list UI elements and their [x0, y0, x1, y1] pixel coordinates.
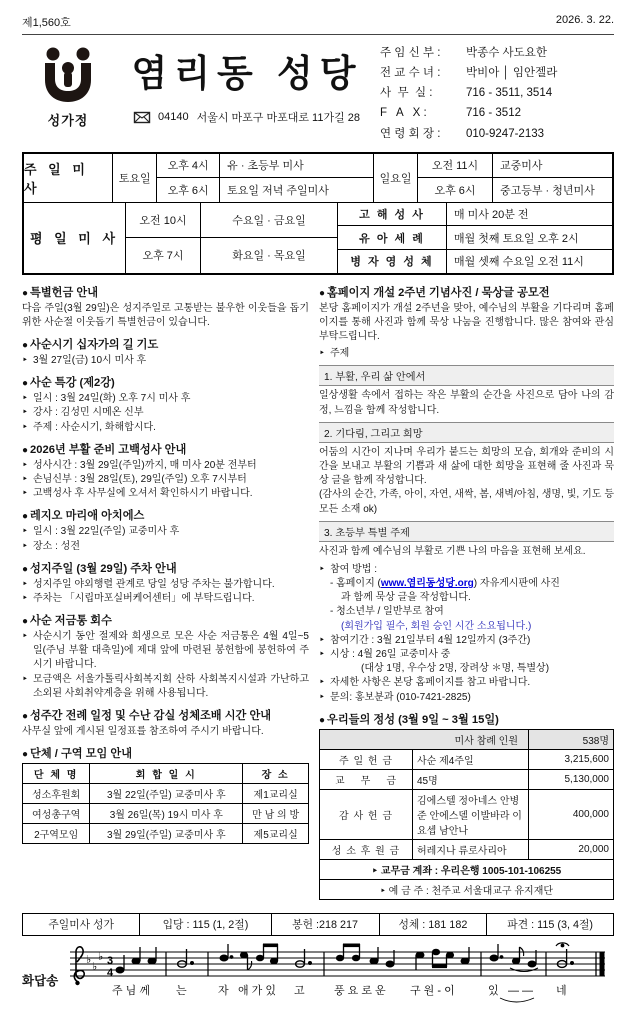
contact-value: 716 - 3511, 3514 [466, 87, 553, 100]
sunday-times [418, 154, 612, 202]
sacrament-label: 고 해 성 사 [338, 203, 447, 226]
bullet-item: ‣ 성지주일 야외행렬 관계로 당일 성당 주차는 불가합니다. [22, 578, 309, 592]
offertory-hymn: 봉헌 :218 217 [272, 914, 380, 935]
section-body: 본당 홈페이지가 개설 2주년을 맞아, 예수님의 부활을 기다리며 홈페이지를 통해 사진과 함께 묵상 나눔을 진행합니다. 많은 참여와 관심 부탁드립니다. [319, 302, 614, 342]
homepage-link[interactable]: www.염리동성당.org [380, 578, 474, 590]
mass-time: 오전 10시 [126, 203, 201, 238]
bullet-item: ‣ 3월 27일(금) 10시 미사 후 [22, 354, 309, 368]
contact-value: 박비아 │ 임안젤라 [466, 67, 558, 80]
top-header [22, 14, 614, 35]
account-info: ‣ 교무금 계좌 : 우리은행 1005-101-106255 [320, 859, 614, 879]
cell: 제1교리실 [243, 784, 309, 804]
address-line [114, 109, 380, 125]
offering-label: 감 사 헌 금 [320, 789, 413, 839]
lyric: — — [508, 984, 534, 997]
music-staff [68, 942, 608, 1018]
section-title: ● 성지주일 (3월 29일) 주차 안내 [22, 560, 309, 576]
sacrament-desc: 매 미사 20분 전 [454, 208, 529, 221]
time-sig-top: 3 [107, 954, 114, 967]
masthead-center [114, 41, 380, 125]
theme-3-bar: 3. 초등부 특별 주제 [319, 521, 614, 542]
bullet-item: ‣ 일시 : 3월 24일(화) 오후 7시 미사 후 [22, 392, 309, 406]
communion-hymn: 성체 : 181 182 [380, 914, 488, 935]
contact-label: 연 령 회 장 : [380, 127, 441, 140]
contact-value: 박종수 사도요한 [466, 47, 547, 59]
offering-desc: 사순 제4주일 [413, 749, 529, 769]
sacrament-label: 병 자 영 성 체 [338, 250, 447, 273]
lyric: 는 [176, 984, 187, 997]
bullet-item: ‣ 자세한 사항은 본당 홈페이지를 참고 바랍니다. [319, 676, 614, 690]
section-title: ● 홈페이지 개설 2주년 기념사진 / 묵상글 공모전 [319, 284, 614, 300]
table-footer-row [320, 879, 614, 899]
weekday-times [126, 203, 338, 273]
offering-amount: 3,215,600 [529, 749, 614, 769]
mass-desc: 유 · 초등부 미사 [227, 160, 304, 173]
lyric: 주 님 께 [112, 984, 150, 997]
table-header-row [23, 764, 309, 784]
bullet-item: ‣ 강사 : 김성민 시메온 신부 [22, 406, 309, 420]
offering-label: 성 소 후 원 금 [320, 839, 413, 859]
offering-amount: 20,000 [529, 839, 614, 859]
section-way-of-cross [22, 336, 309, 368]
section-title: ● 사순 저금통 회수 [22, 612, 309, 628]
theme-1-bar: 1. 부활, 우리 삶 안에서 [319, 365, 614, 386]
entrance-hymn: 입당 : 115 (1, 2절) [140, 914, 271, 935]
holy-family-icon [37, 47, 99, 103]
lyric: 자 [218, 984, 229, 997]
method-line-3: (회원가입 필수, 회원 승인 시간 소요됩니다.) [341, 620, 532, 632]
method-text: - 홈페이지 ( [330, 578, 381, 590]
method-text: ) 자유게시판에 사진 [473, 578, 560, 590]
cell: 3월 29일(주일) 교중미사 후 [90, 824, 243, 844]
award-detail: (대상 1명, 우수상 2명, 장려상 ＊명, 특별상) [361, 663, 550, 675]
section-title: ● 우리들의 정성 (3월 9일 ~ 3월 15일) [319, 711, 614, 727]
offering-amount: 5,130,000 [529, 769, 614, 789]
cell: 3월 22일(주일) 교중미사 후 [90, 784, 243, 804]
offering-label: 주 일 헌 금 [320, 749, 413, 769]
col-header: 회 합 일 시 [90, 764, 243, 784]
offering-label: 교 무 금 [320, 769, 413, 789]
mass-time: 오후 6시 [418, 178, 493, 202]
theme-2-note: (감사의 순간, 가족, 아이, 자연, 새싹, 봄, 새벽/아침, 생명, 빛, 기도 등 모든 소재 ok) [319, 489, 614, 515]
flat-sign: ♭ [92, 960, 98, 973]
sunday-label: 일요일 [374, 154, 418, 202]
section-title: ● 성주간 전례 일정 및 수난 감실 성체조배 시간 안내 [22, 707, 309, 723]
mass-time: 오후 7시 [126, 238, 201, 273]
masthead [22, 41, 614, 144]
attendance-label: 미사 참례 인원 [320, 729, 529, 749]
section-title: ● 사순시기 십자가의 길 기도 [22, 336, 309, 352]
offering-table [319, 729, 614, 900]
table-row [320, 789, 614, 839]
section-legio [22, 507, 309, 553]
contact-value: 010-9247-2133 [466, 127, 545, 140]
cell: 여성총구역 [23, 804, 90, 824]
left-column [22, 284, 309, 906]
mass-time: 오후 4시 [157, 154, 220, 178]
offering-amount: 400,000 [529, 789, 614, 839]
bullet-item: ‣ 주제 [319, 347, 614, 361]
bullet-item: ‣ 장소 : 성전 [22, 540, 309, 554]
section-special-collection [22, 284, 309, 330]
weekday-mass-label: 평 일 미 사 [24, 203, 126, 273]
cell: 3월 26일(목) 19시 미사 후 [90, 804, 243, 824]
mass-desc: 토요일 저녁 주일미사 [227, 184, 329, 197]
section-parking [22, 560, 309, 606]
cell: 2구역모임 [23, 824, 90, 844]
mass-time: 오후 6시 [157, 178, 220, 202]
lyric: 구 원 - 이 [410, 984, 455, 997]
method-line-1b: 과 함께 묵상 글을 작성합니다. [341, 592, 471, 604]
table-row [320, 769, 614, 789]
sacrament-times [338, 203, 612, 273]
contact-label: 전 교 수 녀 : [380, 67, 441, 80]
section-body: 사무실 앞에 게시된 일정표를 참조하여 주시기 바랍니다. [22, 726, 264, 737]
attendance-value: 538명 [529, 729, 614, 749]
section-title: ● 단체 / 구역 모임 안내 [22, 745, 309, 761]
section-group-meetings [22, 745, 309, 844]
table-row [23, 784, 309, 804]
contact-row [380, 43, 614, 63]
lyric: 있 [488, 984, 499, 997]
section-title: ● 특별헌금 안내 [22, 284, 309, 300]
table-row [320, 839, 614, 859]
parish-logo [22, 41, 114, 129]
offering-desc: 45명 [413, 769, 529, 789]
lyric-tie [500, 998, 534, 1002]
contact-row [380, 103, 614, 123]
issue-date: 2026. 3. 22. [555, 14, 614, 26]
section-holy-week [22, 707, 309, 739]
section-title: ● 사순 특강 (제2강) [22, 374, 309, 390]
street-address: 서울시 마포구 마포대로 11가길 28 [196, 112, 360, 124]
mass-desc: 화요일 · 목요일 [232, 250, 306, 263]
contact-block [380, 41, 614, 144]
theme-2-bar: 2. 기다림, 그리고 희망 [319, 422, 614, 443]
psalm-label: 화답송 [22, 973, 59, 988]
contact-label: 주 임 신 부 : [380, 47, 441, 59]
envelope-icon [134, 112, 150, 123]
offering-desc: 김에스텔 정아네스 안병준 안에스델 이발바라 이요셉 남안나 [413, 789, 529, 839]
flat-sign: ♭ [86, 953, 92, 966]
table-footer-row [320, 859, 614, 879]
bullet-item: ‣ 일시 : 3월 22일(주일) 교중미사 후 [22, 525, 309, 539]
table-row [23, 824, 309, 844]
flat-sign: ♭ [98, 950, 104, 963]
section-title: ● 레지오 마리애 아치에스 [22, 507, 309, 523]
table-header-row [320, 729, 614, 749]
lyric: 애 가 있 [238, 984, 276, 997]
postal-code: 04140 [158, 111, 189, 123]
cell: 만 남 의 방 [243, 804, 309, 824]
table-row [23, 804, 309, 824]
hymn-bar [22, 913, 614, 936]
method-line-2: - 청소년부 / 일반부로 참여 [330, 606, 444, 618]
contact-label: 사 무 실 : [380, 87, 433, 100]
mass-desc: 수요일 · 금요일 [232, 214, 306, 227]
mass-schedule-table [22, 152, 614, 275]
bullet-item: ‣ 참여 방법 : [319, 563, 614, 577]
issue-number: 제1,560호 [22, 17, 71, 29]
lyric: 고 [294, 984, 305, 997]
section-offerings [319, 711, 614, 900]
contact-value: 716 - 3512 [466, 107, 521, 120]
contact-row [380, 83, 614, 103]
group-meeting-table [22, 763, 309, 844]
lyric: 풍 요 로 운 [334, 984, 386, 997]
bullet-item: ‣ 손님신부 : 3월 28일(토), 29일(주일) 오후 7시부터 [22, 473, 309, 487]
mass-time: 오전 11시 [418, 154, 493, 178]
col-header: 장 소 [243, 764, 309, 784]
theme-3-desc: 사진과 함께 예수님의 부활로 기쁜 나의 마음을 표현해 보세요. [319, 545, 586, 557]
bullet-item: ‣ 고백성사 후 사무실에 오셔서 확인하시기 바랍니다. [22, 487, 309, 501]
weekday-mass-row [24, 203, 612, 273]
section-photo-contest [319, 284, 614, 705]
right-column [319, 284, 614, 906]
account-holder: ‣ 예 금 주 : 천주교 서울대교구 유지재단 [320, 879, 614, 899]
section-lent-lecture [22, 374, 309, 435]
logo-caption: 성가정 [47, 113, 89, 128]
cell: 성소후원회 [23, 784, 90, 804]
cell: 제5교리실 [243, 824, 309, 844]
contact-row [380, 124, 614, 144]
responsorial-psalm [22, 942, 614, 1018]
mass-desc: 교중미사 [500, 160, 543, 173]
saturday-times [157, 154, 374, 202]
section-body: 다음 주일(3월 29일)은 성지주일로 고통받는 불우한 이웃들을 돕기 위한 사순절 이웃돕기 특별헌금이 있습니다. [22, 302, 309, 328]
saturday-label: 토요일 [113, 154, 157, 202]
theme-1-desc: 일상생활 속에서 접하는 작은 부활의 순간을 사진으로 담아 나의 감정, 느낌을 함께 작성합니다. [319, 390, 614, 416]
main-columns [22, 284, 614, 906]
bullet-item: ‣ 주차는 「시립마포실버케어센터」에 부탁드립니다. [22, 592, 309, 606]
mass-desc: 중고등부 · 청년미사 [500, 184, 595, 197]
section-title: ● 2026년 부활 준비 고백성사 안내 [22, 441, 309, 457]
section-piggy-bank [22, 612, 309, 701]
bullet-item: ‣ 주제 : 사순시기, 화해합시다. [22, 421, 309, 435]
sunday-mass-row [24, 154, 612, 203]
recessional-hymn: 파견 : 115 (3, 4절) [507, 918, 593, 931]
hymn-bar-title: 주일미사 성가 [23, 914, 140, 935]
section-confession [22, 441, 309, 502]
bullet-item: ‣ 문의: 홍보분과 (010-7421-2825) [319, 691, 614, 705]
sacrament-desc: 매월 셋째 수요일 오전 11시 [454, 256, 584, 269]
theme-2-desc: 어둠의 시간이 지나며 우리가 붙드는 희망의 모습, 회개와 준비의 시간을 보내고 부활의 기쁨과 새 삶에 대한 희망을 표현해 줄 사진과 묵상 글을 함께 작성합니다. [319, 446, 614, 487]
bullet-item: ‣ 모금액은 서울가톨릭사회복지회 산하 사회복지시설과 가난하고 소외된 사회취약계층을 위해 사용됩니다. [22, 673, 309, 701]
contact-label: F A X : [380, 107, 427, 120]
method-line-1 [319, 577, 614, 591]
offering-desc: 허레지나 류로사리아 [413, 839, 529, 859]
sacrament-desc: 매월 첫째 토요일 오후 2시 [454, 232, 579, 245]
table-row [320, 749, 614, 769]
col-header: 단 체 명 [23, 764, 90, 784]
time-sig-bottom: 4 [107, 966, 114, 979]
lyric: 네 [556, 984, 567, 997]
bullet-item: ‣ 참여기간 : 3월 21일부터 4월 12일까지 (3주간) [319, 634, 614, 648]
parish-title: 염리동 성당 [131, 53, 363, 94]
sacrament-label: 유 아 세 례 [338, 226, 447, 249]
bullet-item: ‣ 성사시간 : 3월 29일(주일)까지, 매 미사 20분 전부터 [22, 459, 309, 473]
contact-row [380, 63, 614, 83]
bullet-item: ‣ 시상 : 4월 26일 교중미사 중 [319, 648, 614, 662]
bullet-item: ‣ 사순시기 동안 절제와 희생으로 모은 사순 저금통은 4월 4일~5일(주님 부활 대축일)에 제대 앞에 마련된 봉헌함에 봉헌하여 주시기 바랍니다. [22, 630, 309, 673]
sunday-mass-label: 주 일 미 사 [24, 154, 113, 202]
